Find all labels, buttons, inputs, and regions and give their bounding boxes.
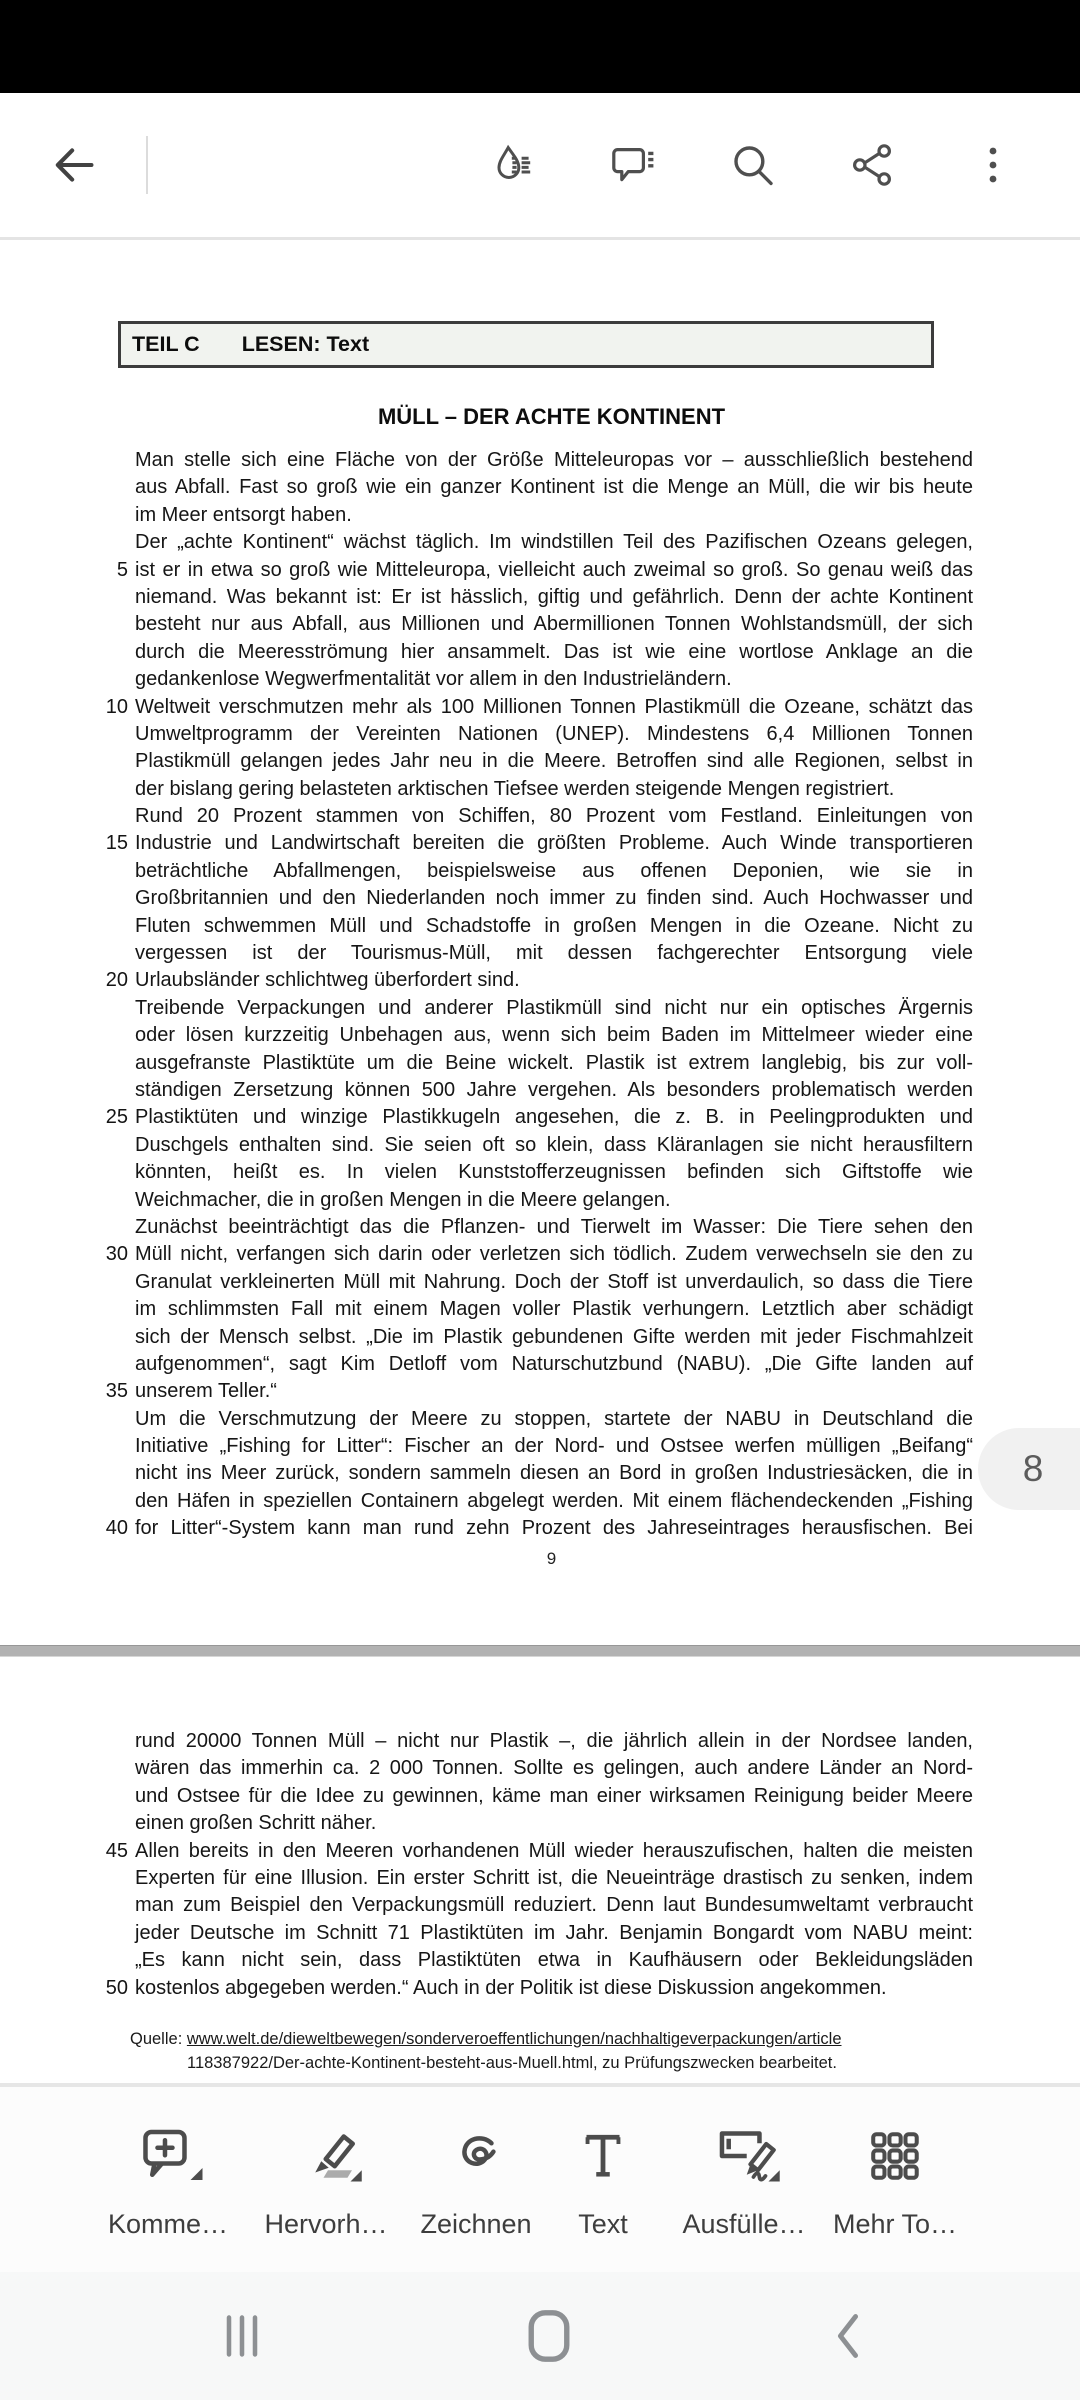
line-number <box>88 529 128 556</box>
line-text: Müll nicht, verfangen sich darin oder verletzen sich tödlich. Zudem verwechseln sie den zu <box>135 1243 973 1266</box>
overflow-menu-button[interactable] <box>969 141 1017 189</box>
line-text: Granulat verkleinerten Müll mit Nahrung. Doch der Stoff ist unverdaulich, so dass die Tiere <box>135 1270 973 1293</box>
line-number: 35 <box>105 1380 128 1403</box>
top-toolbar <box>0 93 1080 240</box>
line-number <box>88 858 128 885</box>
share-icon <box>849 141 897 189</box>
line-text: jeder Deutsche im Schnitt 71 Plastiktüten im Jahr. Benjamin Bongardt vom NABU meint: <box>135 1921 973 1944</box>
text-line <box>88 940 974 967</box>
line-number <box>88 803 128 830</box>
line-text: der bislang gering belasteten arktischen Tiefsee werden steigende Mengen registriert. <box>135 777 895 800</box>
line-text: for Litter“-System kann man rund zehn Prozent des Jahreseintrages herausfischen. Bei <box>135 1517 973 1540</box>
text-line <box>88 1077 974 1104</box>
text-line <box>88 1515 974 1542</box>
line-number: 5 <box>116 558 128 581</box>
page1-text <box>88 447 974 1543</box>
line-number: 15 <box>105 832 128 855</box>
line-text: Experten für eine Illusion. Ein erster Schritt ist, die Neueinträge drastisch zu senken, indem <box>135 1866 973 1889</box>
line-number <box>88 1755 128 1782</box>
text-line <box>88 1865 974 1892</box>
line-number <box>88 748 128 775</box>
line-number <box>88 1488 128 1515</box>
line-number <box>88 1728 128 1755</box>
highlight-icon <box>290 2120 362 2192</box>
line-number <box>88 1892 128 1919</box>
text-line <box>88 967 974 994</box>
text-line <box>88 1159 974 1186</box>
line-text: Fluten schwemmen Müll und Schadstoffe in großen Mengen in die Ozeane. Nicht zu <box>135 914 973 937</box>
recents-button[interactable] <box>216 2310 268 2362</box>
line-number <box>88 1324 128 1351</box>
line-text: den Häfen in speziellen Containern abgelegt werden. Mit einem flächendeckenden „Fishing <box>135 1489 973 1512</box>
line-text: ständigen Zersetzung können 500 Jahre vergehen. Als besonders problematisch werden <box>135 1078 973 1101</box>
text-line <box>88 1296 974 1323</box>
line-number <box>88 1433 128 1460</box>
line-text: Umweltprogramm der Vereinten Nationen (UNEP). Mindestens 6,4 Millionen Tonnen <box>135 722 973 745</box>
line-number <box>88 1351 128 1378</box>
tool-fill-sign[interactable] <box>682 2117 805 2240</box>
line-text: und Ostsee für die Idee zu gewinnen, käme man einer wirksamen Reinigung beider Meere <box>135 1784 973 1807</box>
line-text: kostenlos abgegeben werden.“ Auch in der Politik ist diese Diskussion angekommen. <box>135 1976 887 1999</box>
section-part: TEIL C <box>132 332 200 356</box>
liquid-mode-button[interactable] <box>489 141 537 189</box>
text-icon <box>567 2120 639 2192</box>
line-number <box>88 1296 128 1323</box>
text-line <box>88 1406 974 1433</box>
back-button[interactable] <box>46 138 100 192</box>
text-line <box>88 1433 974 1460</box>
home-icon <box>525 2308 573 2364</box>
line-text: Urlaubsländer schlichtweg überfordert sind. <box>135 969 520 992</box>
line-number <box>88 1920 128 1947</box>
page-indicator-value: 8 <box>1022 1448 1044 1489</box>
tool-label: Zeichnen <box>420 2209 532 2239</box>
line-number <box>88 666 128 693</box>
line-text: besteht nur aus Abfall, aus Millionen und Abermillionen Tonnen Wohlstandsmüll, der sich <box>135 613 973 636</box>
text-line <box>88 529 974 556</box>
line-text: Plastikmüll gelangen jedes Jahr neu in die Meere. Betroffen sind alle Regionen, selbst in <box>135 750 973 773</box>
text-line <box>88 1378 974 1405</box>
line-text: wären das immerhin ca. 2 000 Tonnen. Sollte es gelingen, auch andere Länder an Nord- <box>135 1757 973 1780</box>
tool-label: Ausfülle… <box>682 2209 806 2239</box>
line-number <box>88 885 128 912</box>
line-text: Duschgels enthalten sind. Sie seien oft so klein, dass Kläranlagen sie nicht herausfiltern <box>135 1133 973 1156</box>
tool-comment[interactable] <box>108 2117 228 2240</box>
line-text: Allen bereits in den Meeren vorhandenen Müll wieder herauszufischen, halten die meisten <box>135 1839 973 1862</box>
nav-back-button[interactable] <box>830 2310 866 2362</box>
text-line <box>88 1947 974 1974</box>
line-number: 50 <box>105 1976 128 1999</box>
line-text: Zunächst beeinträchtigt das die Pflanzen- und Tierwelt im Wasser: Die Tiere sehen den <box>135 1215 973 1238</box>
line-number <box>88 447 128 474</box>
source-citation <box>130 2028 842 2075</box>
text-line <box>88 1022 974 1049</box>
back-arrow-icon <box>47 139 99 191</box>
line-text: man zum Beispiel den Verpackungsmüll reduziert. Denn laut Bundesumweltamt verbraucht <box>135 1894 973 1917</box>
line-number <box>88 1269 128 1296</box>
text-line <box>88 1132 974 1159</box>
line-text: niemand. Was bekannt ist: Er ist hässlich, giftig und gefährlich. Denn der achte Kontinent <box>135 585 973 608</box>
text-line <box>88 1920 974 1947</box>
line-number <box>88 940 128 967</box>
text-line <box>88 474 974 501</box>
text-line <box>88 748 974 775</box>
text-line <box>88 913 974 940</box>
more-tools-icon <box>859 2120 931 2192</box>
bottom-toolbar <box>0 2087 1080 2272</box>
line-number <box>88 1783 128 1810</box>
page-number-footer: 9 <box>546 1549 557 1568</box>
line-number <box>88 1159 128 1186</box>
text-line <box>88 1324 974 1351</box>
line-text: Großbritannien und den Niederlanden noch immer zu finden sind. Auch Hochwasser und <box>135 887 973 910</box>
line-number <box>88 1810 128 1837</box>
page-indicator-pill[interactable] <box>978 1428 1080 1510</box>
line-number <box>88 1947 128 1974</box>
tool-draw[interactable] <box>420 2117 531 2240</box>
tool-more[interactable] <box>833 2117 957 2240</box>
line-number <box>88 1865 128 1892</box>
line-text: unserem Teller.“ <box>135 1380 277 1403</box>
line-text: vergessen ist der Tourismus-Müll, mit dessen fachgerechter Entsorgung viele <box>135 942 973 965</box>
line-number: 10 <box>105 695 128 718</box>
text-line <box>88 1241 974 1268</box>
line-number <box>88 1050 128 1077</box>
text-line <box>88 858 974 885</box>
line-text: Um die Verschmutzung der Meere zu stoppen, startete der NABU in Deutschland die <box>135 1407 973 1430</box>
text-line <box>88 1838 974 1865</box>
line-text: ausgefranste Plastiktüte um die Beine wickelt. Plastik ist extrem langlebig, bis zur voll- <box>135 1051 973 1074</box>
line-number <box>88 776 128 803</box>
text-line <box>88 803 974 830</box>
line-number <box>88 1077 128 1104</box>
text-line <box>88 995 974 1022</box>
tool-label: Hervorh… <box>264 2209 388 2239</box>
share-button[interactable] <box>849 141 897 189</box>
liquid-mode-icon <box>489 141 537 189</box>
line-text: Weltweit verschmutzen mehr als 100 Millionen Tonnen Plastikmüll die Ozeane, schätzt das <box>135 695 973 718</box>
search-icon <box>729 141 777 189</box>
overflow-menu-icon <box>969 141 1017 189</box>
add-comment-icon <box>132 2120 204 2192</box>
line-text: im Meer entsorgt haben. <box>135 503 352 526</box>
line-text: ist er in etwa so groß wie Mitteleuropa, vielleicht auch zweimal so groß. So genau weiß das <box>135 558 973 581</box>
line-text: Treibende Verpackungen und anderer Plastikmüll sind nicht nur ein optisches Ärgernis <box>135 996 973 1019</box>
source-prefix: Quelle: <box>130 2030 187 2048</box>
text-line <box>88 1351 974 1378</box>
line-number: 20 <box>105 969 128 992</box>
source-link[interactable]: www.welt.de/dieweltbewegen/sonderveroeffentlichungen/nachhaltigeverpackungen/article <box>186 2030 842 2048</box>
line-number: 40 <box>105 1517 128 1540</box>
text-line <box>88 885 974 912</box>
status-bar <box>0 0 1080 93</box>
line-number: 25 <box>105 1106 128 1129</box>
line-text: Der „achte Kontinent“ wächst täglich. Im windstillen Teil des Pazifischen Ozeans gelegen, <box>135 531 973 554</box>
fill-sign-icon <box>708 2120 780 2192</box>
toolbar-divider <box>146 136 148 194</box>
page-separator <box>0 1645 1080 1657</box>
line-number <box>88 1214 128 1241</box>
line-text: aufgenommen“, sagt Kim Detloff vom Naturschutzbund (NABU). „Die Gifte landen auf <box>135 1352 973 1375</box>
line-text: Initiative „Fishing for Litter“: Fischer an der Nord- und Ostsee werfen mülligen „Beifang“ <box>135 1435 973 1458</box>
line-number <box>88 639 128 666</box>
text-line <box>88 1050 974 1077</box>
home-button[interactable] <box>525 2308 573 2364</box>
line-text: nicht ins Meer zurück, sondern sammeln diesen an Bord in großen Industriesäcken, die in <box>135 1462 973 1485</box>
draw-icon <box>440 2120 512 2192</box>
line-text: beträchtliche Abfallmengen, beispielsweise aus offenen Deponien, wie sie in <box>135 859 973 882</box>
text-line <box>88 1214 974 1241</box>
text-line <box>88 1460 974 1487</box>
text-line <box>88 1783 974 1810</box>
text-line <box>88 1269 974 1296</box>
text-line <box>88 694 974 721</box>
text-line <box>88 1892 974 1919</box>
tool-label: Text <box>578 2209 628 2239</box>
line-number <box>88 502 128 529</box>
line-text: durch die Meeresströmung hier ansammelt. Das ist wie eine wortlose Anklage an die <box>135 640 973 663</box>
line-text: Industrie und Landwirtschaft bereiten die größten Probleme. Auch Winde transportieren <box>135 832 973 855</box>
line-text: Rund 20 Prozent stammen von Schiffen, 80 Prozent vom Festland. Einleitungen von <box>135 805 973 828</box>
page2-text <box>88 1728 974 2002</box>
line-number <box>88 721 128 748</box>
line-number <box>88 474 128 501</box>
tool-label: Komme… <box>107 2209 229 2239</box>
line-number: 45 <box>105 1839 128 1862</box>
text-line <box>88 1810 974 1837</box>
text-line <box>88 1728 974 1755</box>
line-text: gedankenlose Wegwerfmentalität vor allem in den Industrieländern. <box>135 668 732 691</box>
text-line <box>88 721 974 748</box>
text-line <box>88 1755 974 1782</box>
text-line <box>88 1104 974 1131</box>
comments-button[interactable] <box>609 141 657 189</box>
recents-icon <box>216 2310 268 2362</box>
tool-text[interactable] <box>567 2117 639 2240</box>
line-text: Man stelle sich eine Fläche von der Größe Mitteleuropas vor – ausschließlich bestehend <box>135 449 973 471</box>
text-line <box>88 611 974 638</box>
line-number <box>88 611 128 638</box>
tool-label: Mehr To… <box>832 2209 958 2239</box>
line-text: „Es kann nicht sein, dass Plastiktüten etwa in Kaufhäusern oder Bekleidungsläden <box>135 1949 973 1972</box>
tool-highlight[interactable] <box>264 2117 387 2240</box>
comments-icon <box>609 141 657 189</box>
line-text: könnten, heißt es. In vielen Kunststofferzeugnissen befinden sich Giftstoffe wie <box>135 1161 973 1184</box>
line-text: im schlimmsten Fall mit einem Magen voller Plastik verhungern. Letztlich aber schädigt <box>135 1298 973 1321</box>
line-text: rund 20000 Tonnen Müll – nicht nur Plastik –, die jährlich allein in der Nordsee landen, <box>135 1730 973 1752</box>
line-text: Weichmacher, die in großen Mengen in die Meere gelangen. <box>135 1188 671 1211</box>
text-line <box>88 1975 974 2002</box>
search-button[interactable] <box>729 141 777 189</box>
line-number <box>88 1022 128 1049</box>
line-number <box>88 995 128 1022</box>
android-nav-bar <box>0 2272 1080 2400</box>
text-line <box>88 1187 974 1214</box>
text-line <box>88 830 974 857</box>
line-number <box>88 584 128 611</box>
section-header-box <box>118 321 934 368</box>
line-number <box>88 1460 128 1487</box>
line-text: Plastiktüten und winzige Plastikkugeln angesehen, die z. B. in Peelingprodukten und <box>135 1106 973 1129</box>
text-line <box>88 584 974 611</box>
text-line <box>88 447 974 474</box>
line-number <box>88 1187 128 1214</box>
text-line <box>88 639 974 666</box>
document-title: MÜLL – DER ACHTE KONTINENT <box>377 404 726 429</box>
line-number <box>88 1132 128 1159</box>
toolbar-actions <box>489 141 1017 189</box>
text-line <box>88 1488 974 1515</box>
nav-back-icon <box>830 2310 866 2362</box>
source-line2: 118387922/Der-achte-Kontinent-besteht-aus-Muell.html, zu Prüfungszwecken bearbeitet. <box>187 2053 837 2072</box>
line-text: sich der Mensch selbst. „Die im Plastik gebundenen Gifte werden mit jeder Fischmahlzeit <box>135 1325 973 1348</box>
line-text: einen großen Schritt näher. <box>135 1812 377 1835</box>
line-text: oder lösen kurzzeitig Unbehagen aus, wenn sich beim Baden im Mittelmeer wieder eine <box>135 1024 973 1047</box>
text-line <box>88 557 974 584</box>
line-text: aus Abfall. Fast so groß wie ein ganzer Kontinent ist die Menge an Müll, die wir bis heute <box>135 476 973 499</box>
line-number <box>88 913 128 940</box>
section-label: LESEN: Text <box>241 332 370 356</box>
text-line <box>88 776 974 803</box>
line-number <box>88 1406 128 1433</box>
line-number: 30 <box>105 1243 128 1266</box>
text-line <box>88 502 974 529</box>
text-line <box>88 666 974 693</box>
